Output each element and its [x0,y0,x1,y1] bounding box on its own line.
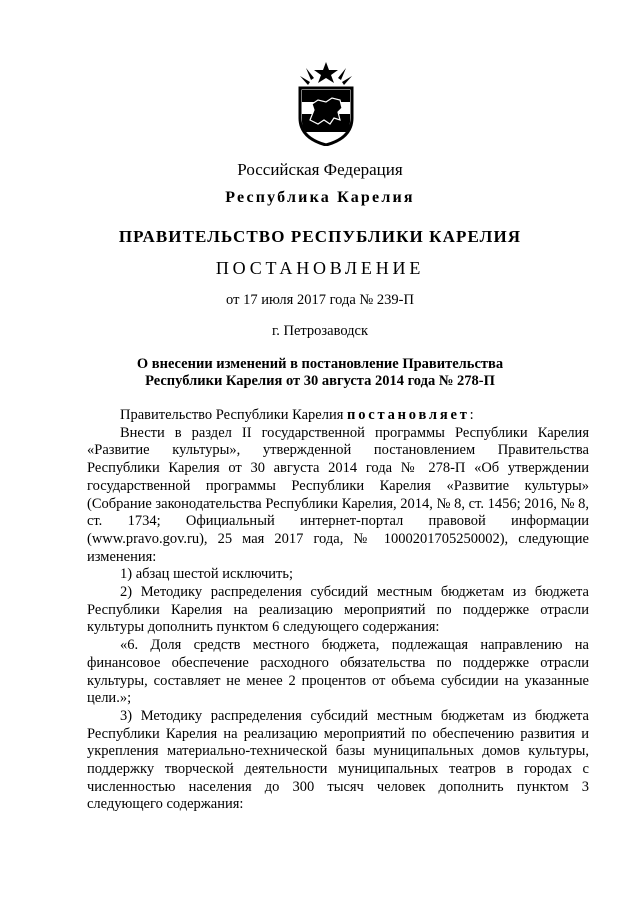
paragraph-quote-6: «6. Доля средств местного бюджета, подлежащая направлению на финансовое обеспечение расходного обязательства по поддержке отрасли культуры, составляет не менее 2 процентов от объема субсидии на указанные цели.»; [87,637,589,707]
government-title: ПРАВИТЕЛЬСТВО РЕСПУБЛИКИ КАРЕЛИЯ [118,227,522,246]
document-date-number: от 17 июля 2017 года № 239-П [226,292,414,308]
intro-prefix: Правительство Республики Карелия [120,407,348,423]
intro-paragraph [87,407,589,425]
subject-line-2: Республики Карелия от 30 августа 2014 года № 278-П [145,373,495,389]
paragraph-item-1: 1) абзац шестой исключить; [120,566,294,583]
subject-line-1: О внесении изменений в постановление Правительства [136,356,504,372]
document-type: ПОСТАНОВЛЕНИЕ [215,258,425,278]
document-city: г. Петрозаводск [271,323,369,339]
federation-title: Российская Федерация [237,160,403,179]
paragraph-item-3: 3) Методику распределения субсидий местным бюджетам из бюджета Республики Карелия на реализацию мероприятий по обеспечению развития и укрепления материально-технической базы муниципальных домов культуры, поддержку творческой деятельности муниципальных театров в городах с численностью населения до 300 тысяч человек дополнить пунктом 3 следующего содержания: [87,707,589,813]
paragraph-amendment: Внести в раздел II государственной программы Республики Карелия «Развитие культуры», утвержденной постановлением Правительства Республики Карелия от 30 августа 2014 года № 278-П «Об утверждении государственной программы Республики Карелия «Развитие культуры» (Собрание законодательства Республики Карелия, 2014, № 8, ст. 1456; 2016, № 8, ст. 1734; Официальный интернет-портал правовой информации (www.pravo.gov.ru), 25 мая 2017 года, № 1000201705250002), следующие изменения: [87,424,589,565]
republic-title: Республика Карелия [225,189,415,206]
intro-keyword: постановляет [347,407,470,423]
document-body [87,407,589,814]
intro-suffix: : [469,407,474,423]
paragraph-item-2: 2) Методику распределения субсидий местным бюджетам из бюджета Республики Карелия на реализацию мероприятий по поддержке отрасли культуры дополнить пунктом 6 следующего содержания: [87,584,589,636]
coat-of-arms-icon [296,62,356,146]
